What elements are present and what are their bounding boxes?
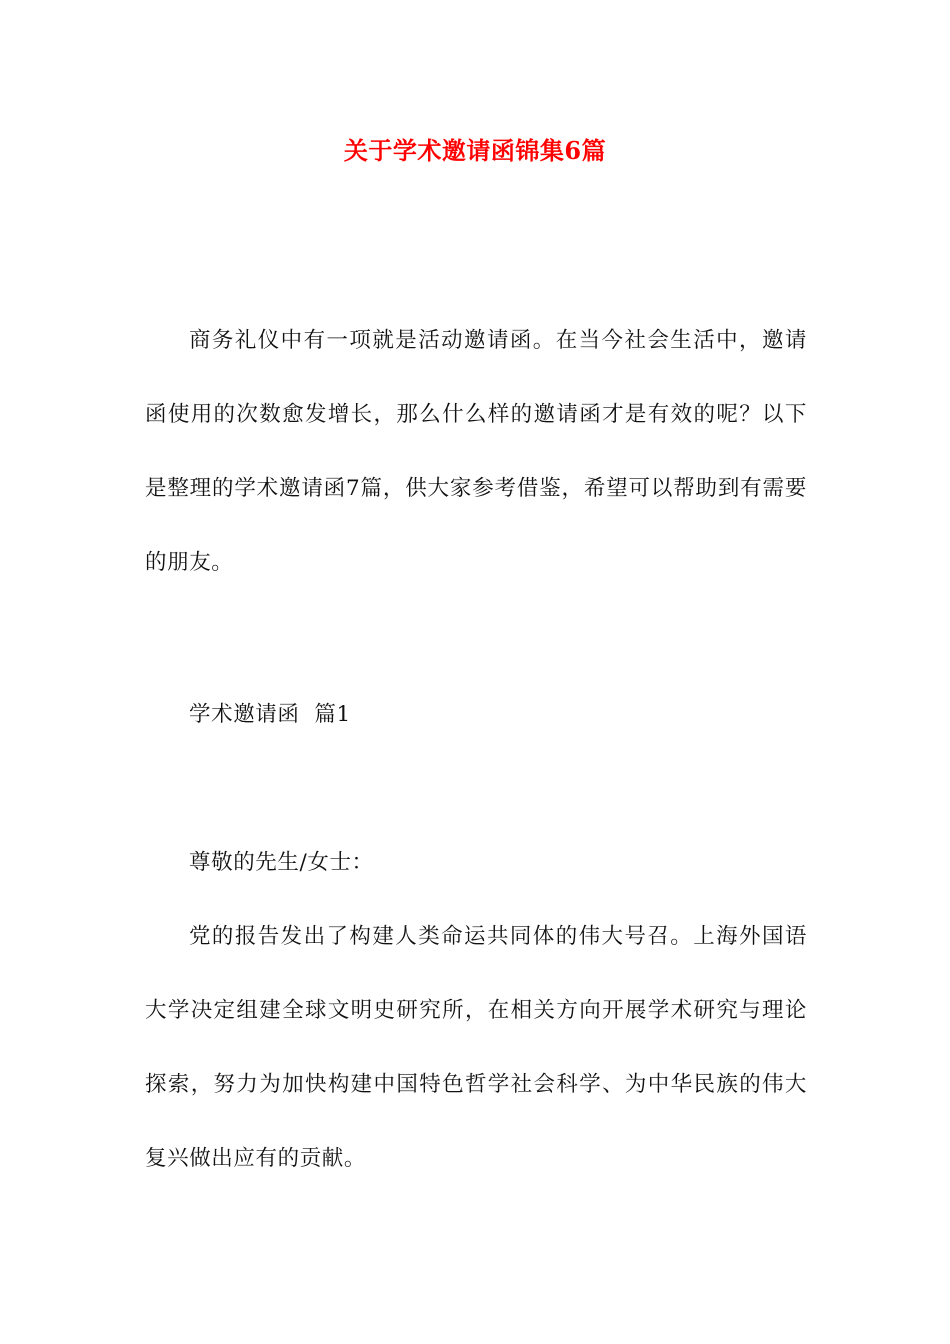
salutation: 尊敬的先生/女士：	[189, 850, 374, 875]
body-paragraph: 党的报告发出了构建人类命运共同体的伟大号召。上海外国语大学决定组建全球文明史研究所，在相关方向开展学术研究与理论探索，努力为加快构建中国特色哲学社会科学、为中华民族的伟大复兴做出应有的贡献。	[145, 924, 807, 1171]
intro-paragraph: 商务礼仪中有一项就是活动邀请函。在当今社会生活中，邀请函使用的次数愈发增长，那么什么样的邀请函才是有效的呢？以下是整理的学术邀请函7篇，供大家参考借鉴，希望可以帮助到有需要的朋友。	[145, 328, 807, 575]
document-title: 关于学术邀请函锦集6篇	[343, 136, 607, 165]
section-heading: 学术邀请函 篇1	[189, 702, 351, 727]
